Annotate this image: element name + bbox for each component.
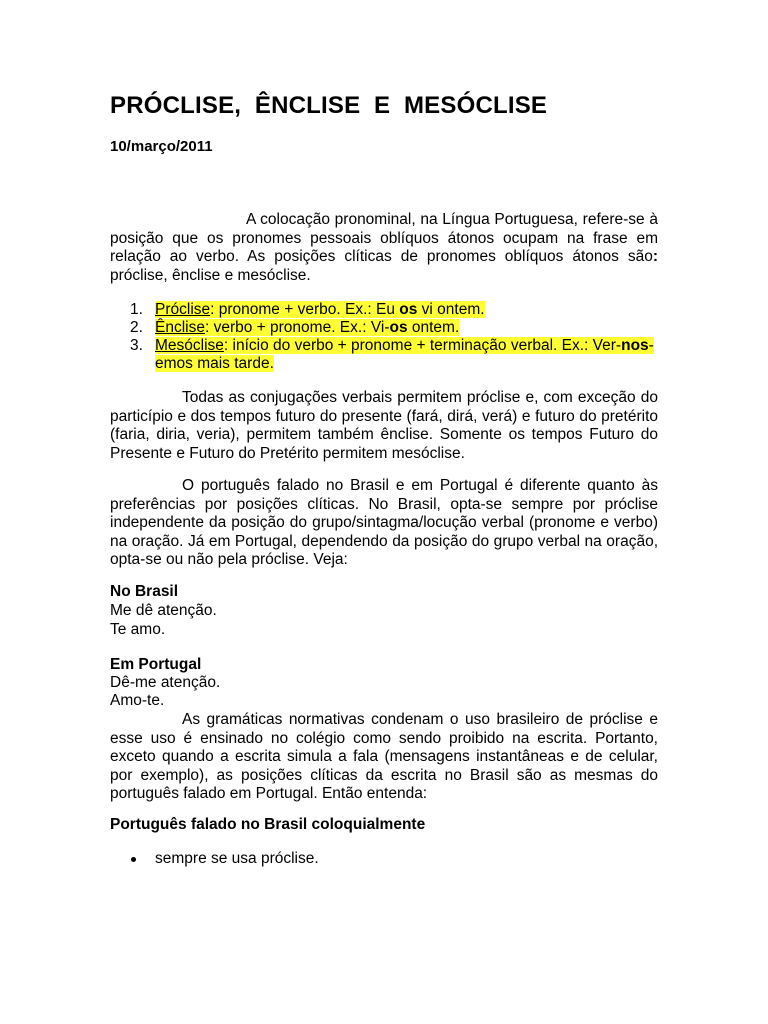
normative-paragraph: As gramáticas normativas condenam o uso brasileiro de próclise e esse uso é ensinado no colégio como sendo proibido na escrita. Portanto, exceto quando a escrita simula a fala (mensagens instantâneas e de celular, por exemplo), as posições clíticas da escrita no Brasil são as mesmas do português falado em Portugal. Então entenda: bbox=[110, 711, 658, 802]
intro-paragraph bbox=[110, 211, 658, 285]
list-definition: : pronome + verbo. Ex.: Eu bbox=[210, 301, 400, 318]
portugal-example: Amo-te. bbox=[110, 692, 165, 709]
portugal-heading: Em Portugal bbox=[110, 656, 202, 673]
section-heading: Português falado no Brasil coloquialmente bbox=[110, 816, 426, 833]
intro-colon: : bbox=[652, 248, 658, 265]
bullet-text: sempre se usa próclise. bbox=[155, 850, 319, 867]
brasil-example: Te amo. bbox=[110, 621, 166, 638]
intro-text: A colocação pronominal, na Língua Portuguesa, refere-se à posição que os pronomes pessoais oblíquos átonos ocupam na frase em relação ao verbo. As posições clíticas de pronomes oblíquos átonos são bbox=[110, 211, 658, 265]
list-example-end: ontem. bbox=[407, 319, 460, 336]
bullet-icon bbox=[131, 857, 136, 862]
list-term: Mesóclise bbox=[155, 337, 224, 354]
brasil-heading: No Brasil bbox=[110, 583, 179, 600]
list-definition: : verbo + pronome. Ex.: Vi- bbox=[204, 319, 390, 336]
list-term: Ênclise bbox=[155, 319, 205, 336]
list-item-text bbox=[155, 319, 459, 336]
list-number: 1. bbox=[130, 301, 143, 318]
list-number: 2. bbox=[130, 319, 143, 336]
list-pronoun: os bbox=[389, 319, 408, 336]
conjugation-paragraph: Todas as conjugações verbais permitem próclise e, com exceção do particípio e dos tempos futuro do presente (fará, dirá, verá) e futuro do pretérito (faria, diria, veria), permitem também ênclise. Somente os tempos Futuro do Presente e Futuro do Pretérito permitem mesóclise. bbox=[110, 389, 658, 462]
list-example-end: -emos mais tarde. bbox=[155, 337, 654, 372]
brazil-portugal-paragraph: O português falado no Brasil e em Portugal é diferente quanto às preferências por posições clíticas. No Brasil, opta-se sempre por próclise independente da posição do grupo/sintagma/locução verbal (pronome e verbo) na oração. Já em Portugal, dependendo da posição do grupo verbal na oração, opta-se ou não pela próclise. Veja: bbox=[110, 477, 658, 568]
document-title: PRÓCLISE, ÊNCLISE E MESÓCLISE bbox=[110, 92, 548, 119]
list-example-end: vi ontem. bbox=[417, 301, 485, 318]
list-item-text bbox=[155, 301, 485, 318]
document-date: 10/março/2011 bbox=[110, 138, 213, 155]
list-item-text bbox=[155, 337, 654, 372]
list-item bbox=[110, 301, 660, 319]
clitic-types-list bbox=[110, 301, 660, 373]
list-pronoun: nos bbox=[621, 337, 649, 354]
list-definition: : início do verbo + pronome + terminação verbal. Ex.: Ver- bbox=[223, 337, 622, 354]
list-item bbox=[110, 319, 660, 337]
list-item bbox=[110, 337, 660, 373]
intro-text-end: próclise, ênclise e mesóclise. bbox=[110, 266, 311, 284]
list-pronoun: os bbox=[399, 301, 418, 318]
list-number: 3. bbox=[130, 337, 143, 354]
portugal-example: Dê-me atenção. bbox=[110, 674, 221, 691]
brasil-example: Me dê atenção. bbox=[110, 602, 217, 619]
list-term: Próclise bbox=[155, 301, 211, 318]
